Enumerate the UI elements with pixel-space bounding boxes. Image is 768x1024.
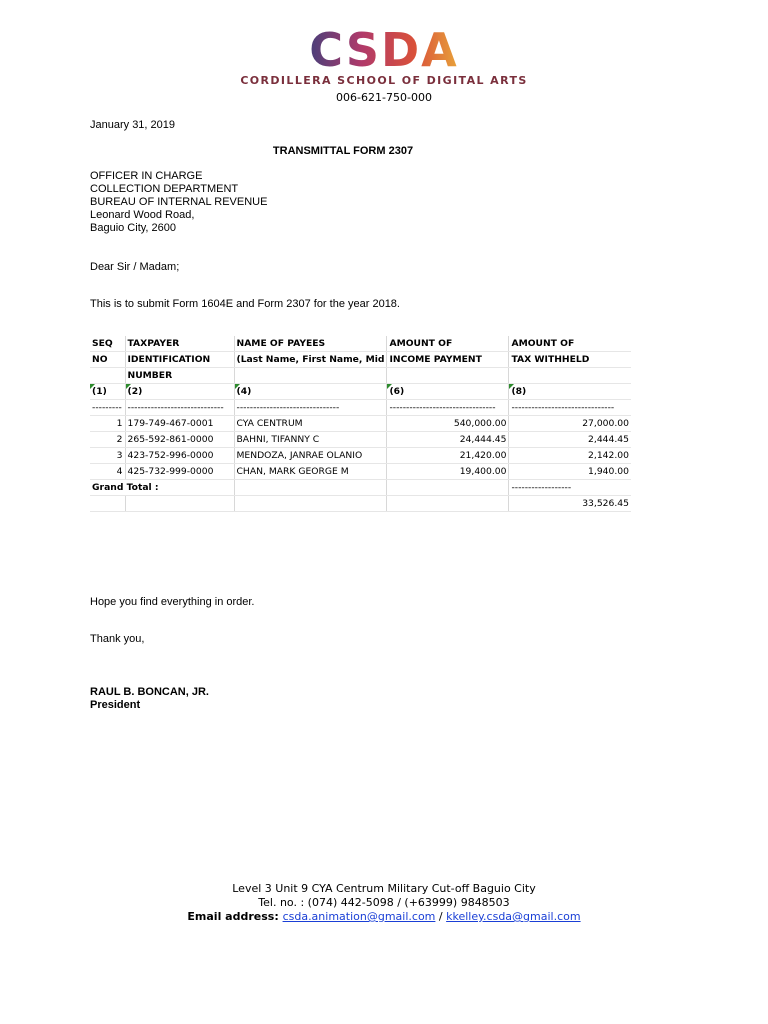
grand-total-label: Grand Total : [90, 480, 234, 496]
payee-cell: CHAN, MARK GEORGE M [234, 464, 387, 480]
letter-title: TRANSMITTAL FORM 2307 [272, 145, 414, 157]
address-line: Leonard Wood Road, [90, 209, 195, 221]
dash-cell: ----------------------------- [125, 400, 234, 416]
signatory-name: RAUL B. BONCAN, JR. [90, 686, 209, 698]
header-tax: TAX WITHHELD [509, 352, 631, 368]
school-name: CORDILLERA SCHOOL OF DIGITAL ARTS [240, 74, 528, 87]
header-tin: NUMBER [125, 368, 234, 384]
empty-cell [387, 480, 509, 496]
grand-total-value-row [90, 496, 631, 512]
header-seq: SEQ [90, 336, 125, 352]
footer-email [0, 910, 768, 924]
seq-cell: 1 [90, 416, 125, 432]
address-line: COLLECTION DEPARTMENT [90, 183, 239, 195]
payee-cell: CYA CENTRUM [234, 416, 387, 432]
csda-logo-graphic [294, 26, 474, 72]
column-number-row [90, 384, 631, 400]
tin-cell: 425-732-999-0000 [125, 464, 234, 480]
seq-cell: 2 [90, 432, 125, 448]
empty-cell [125, 496, 234, 512]
table-row [90, 432, 631, 448]
income-cell: 19,400.00 [387, 464, 509, 480]
table-row [90, 448, 631, 464]
table-row [90, 464, 631, 480]
dash-row [90, 400, 631, 416]
tin-cell: 423-752-996-0000 [125, 448, 234, 464]
csda-logo [0, 26, 768, 72]
address-line: Baguio City, 2600 [90, 222, 177, 234]
col-number: (4) [234, 384, 387, 400]
email-separator: / [435, 910, 447, 923]
tax-cell: 27,000.00 [509, 416, 631, 432]
address-line: BUREAU OF INTERNAL REVENUE [90, 196, 268, 208]
header-tin: TAXPAYER [125, 336, 234, 352]
email-link-primary[interactable]: csda.animation@gmail.com [282, 910, 436, 923]
header-seq [90, 368, 125, 384]
col-number: (8) [509, 384, 631, 400]
header-income: AMOUNT OF [387, 336, 509, 352]
logo-text: CSDA [309, 26, 459, 72]
header-tax: AMOUNT OF [509, 336, 631, 352]
seq-cell: 3 [90, 448, 125, 464]
table-header-row [90, 336, 631, 352]
income-cell: 540,000.00 [387, 416, 509, 432]
intro-paragraph: This is to submit Form 1604E and Form 2307 for the year 2018. [90, 298, 400, 310]
header-payee: NAME OF PAYEES [234, 336, 387, 352]
recipient-address [90, 170, 267, 235]
tax-cell: 2,142.00 [509, 448, 631, 464]
header-income: INCOME PAYMENT [387, 352, 509, 368]
dash-cell: -------------------------------- [387, 400, 509, 416]
header-tin: IDENTIFICATION [125, 352, 234, 368]
seq-cell: 4 [90, 464, 125, 480]
empty-cell [234, 496, 387, 512]
grand-total-dashes: ------------------ [509, 480, 631, 496]
table-header-row [90, 352, 631, 368]
grand-total-row [90, 480, 631, 496]
empty-cell [90, 496, 125, 512]
col-number: (2) [125, 384, 234, 400]
email-label: Email address: [187, 910, 283, 923]
header-income [387, 368, 509, 384]
email-link-secondary[interactable]: kkelley.csda@gmail.com [446, 910, 581, 923]
address-line: OFFICER IN CHARGE [90, 170, 203, 182]
empty-cell [387, 496, 509, 512]
payee-cell: MENDOZA, JANRAE OLANIO [234, 448, 387, 464]
income-cell: 21,420.00 [387, 448, 509, 464]
header-tax [509, 368, 631, 384]
dash-cell: ------------------------------- [234, 400, 387, 416]
letter-date: January 31, 2019 [90, 119, 176, 131]
header-payee [234, 368, 387, 384]
closing-line: Hope you find everything in order. [90, 596, 255, 608]
payee-cell: BAHNI, TIFANNY C [234, 432, 387, 448]
table-row [90, 416, 631, 432]
col-number: (6) [387, 384, 509, 400]
tin-cell: 179-749-467-0001 [125, 416, 234, 432]
footer-tel: Tel. no. : (074) 442-5098 / (+63999) 9848503 [258, 896, 510, 909]
dash-cell: ------------------------------- [509, 400, 631, 416]
empty-cell [234, 480, 387, 496]
dash-cell: --------- [90, 400, 125, 416]
grand-total-value: 33,526.45 [509, 496, 631, 512]
signatory-title: President [90, 699, 141, 711]
tin-cell: 265-592-861-0000 [125, 432, 234, 448]
salutation: Dear Sir / Madam; [90, 261, 180, 273]
header-payee: (Last Name, First Name, Mid [234, 352, 387, 368]
payee-table [90, 336, 631, 512]
footer-address: Level 3 Unit 9 CYA Centrum Military Cut-off Baguio City [232, 882, 536, 895]
header-seq: NO [90, 352, 125, 368]
table-header-row [90, 368, 631, 384]
tax-cell: 1,940.00 [509, 464, 631, 480]
school-phone: 006-621-750-000 [336, 91, 432, 104]
income-cell: 24,444.45 [387, 432, 509, 448]
tax-cell: 2,444.45 [509, 432, 631, 448]
col-number: (1) [90, 384, 125, 400]
sign-off: Thank you, [90, 633, 145, 645]
